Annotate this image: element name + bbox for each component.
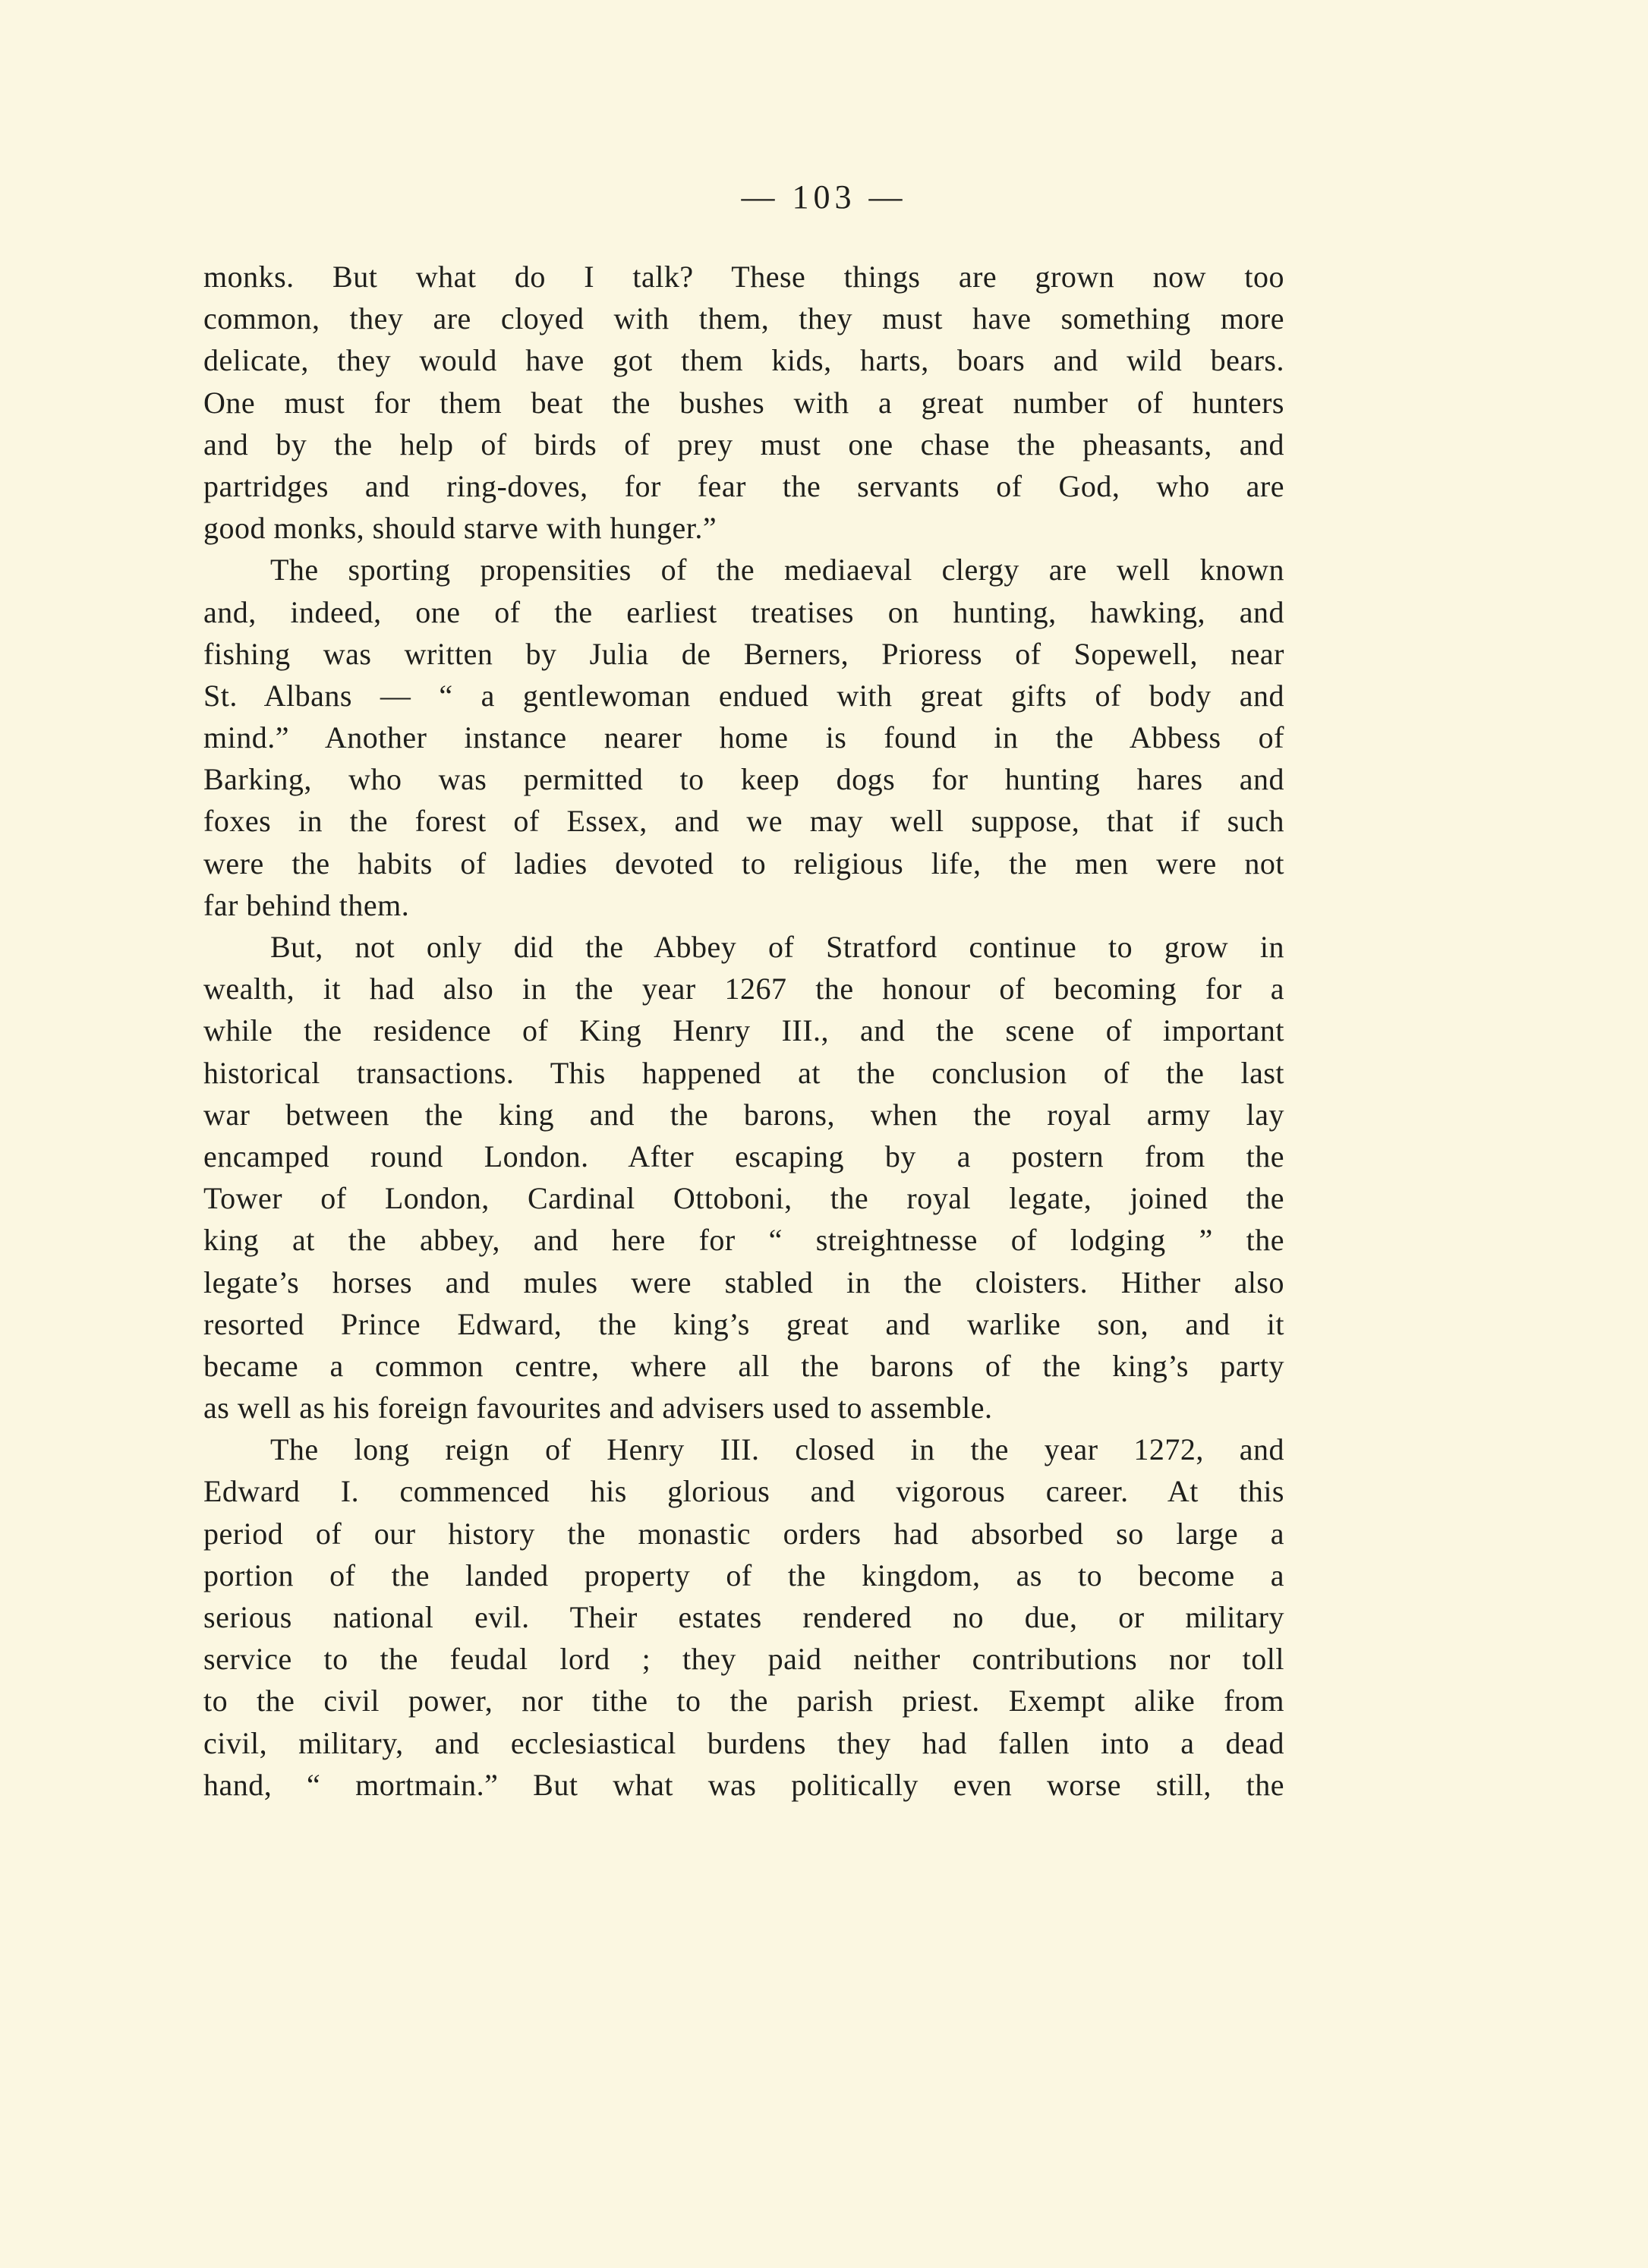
text-line: delicate, they would have got them kids, harts, boars and wild bears. bbox=[203, 343, 1284, 378]
text-line: foxes in the forest of Essex, and we may well suppose, that if such bbox=[203, 804, 1284, 839]
text-line: serious national evil. Their estates rendered no due, or military bbox=[203, 1600, 1284, 1634]
text-line: resorted Prince Edward, the king’s great and warlike son, and it bbox=[203, 1306, 1284, 1341]
text-line: portion of the landed property of the kingdom, as to become a bbox=[203, 1558, 1284, 1592]
text-line: The long reign of Henry III. closed in the year 1272, and bbox=[270, 1432, 1284, 1467]
text-line: wealth, it had also in the year 1267 the honour of becoming for a bbox=[203, 972, 1284, 1006]
text-line: while the residence of King Henry III., and the scene of important bbox=[203, 1013, 1284, 1048]
text-line: king at the abbey, and here for “ streightnesse of lodging ” the bbox=[203, 1223, 1284, 1258]
text-line: common, they are cloyed with them, they must have something more bbox=[203, 301, 1284, 336]
text-line: Tower of London, Cardinal Ottoboni, the royal legate, joined the bbox=[203, 1181, 1284, 1216]
text-line: But, not only did the Abbey of Stratford continue to grow in bbox=[270, 930, 1284, 964]
text-line: were the habits of ladies devoted to religious life, the men were not bbox=[203, 846, 1284, 880]
text-line: war between the king and the barons, when the royal army lay bbox=[203, 1097, 1284, 1132]
text-line: good monks, should starve with hunger.” bbox=[203, 511, 717, 546]
text-line: became a common centre, where all the barons of the king’s party bbox=[203, 1348, 1284, 1383]
text-line: service to the feudal lord ; they paid neither contributions nor toll bbox=[203, 1642, 1284, 1677]
text-line: civil, military, and ecclesiastical burdens they had fallen into a dead bbox=[203, 1725, 1284, 1760]
text-line: and by the help of birds of prey must one chase the pheasants, and bbox=[203, 427, 1284, 461]
text-line: to the civil power, nor tithe to the parish priest. Exempt alike from bbox=[203, 1684, 1284, 1718]
text-line: Edward I. commenced his glorious and vigorous career. At this bbox=[203, 1474, 1284, 1509]
text-line: partridges and ring-doves, for fear the servants of God, who are bbox=[203, 468, 1284, 503]
text-line: St. Albans — “ a gentlewoman endued with great gifts of body and bbox=[203, 678, 1284, 713]
text-line: legate’s horses and mules were stabled in the cloisters. Hither also bbox=[203, 1265, 1284, 1299]
text-line: and, indeed, one of the earliest treatises on hunting, hawking, and bbox=[203, 594, 1284, 629]
text-line: monks. But what do I talk? These things are grown now too bbox=[203, 260, 1284, 294]
text-line: encamped round London. After escaping by a postern from the bbox=[203, 1139, 1284, 1173]
text-line: far behind them. bbox=[203, 887, 410, 922]
text-line: period of our history the monastic orders had absorbed so large a bbox=[203, 1516, 1284, 1551]
text-line: as well as his foreign favourites and advisers used to assemble. bbox=[203, 1391, 993, 1425]
page-number: — 103 — bbox=[741, 178, 907, 216]
body-text bbox=[203, 256, 1284, 1806]
text-line: One must for them beat the bushes with a great number of hunters bbox=[203, 385, 1284, 420]
text-line: hand, “ mortmain.” But what was politically even worse still, the bbox=[203, 1767, 1284, 1802]
text-line: historical transactions. This happened at the conclusion of the last bbox=[203, 1055, 1284, 1090]
text-line: fishing was written by Julia de Berners, Prioress of Sopewell, near bbox=[203, 636, 1284, 671]
text-line: Barking, who was permitted to keep dogs for hunting hares and bbox=[203, 762, 1284, 797]
text-line: mind.” Another instance nearer home is found in the Abbess of bbox=[203, 720, 1284, 755]
text-line: The sporting propensities of the mediaeval clergy are well known bbox=[270, 553, 1284, 587]
